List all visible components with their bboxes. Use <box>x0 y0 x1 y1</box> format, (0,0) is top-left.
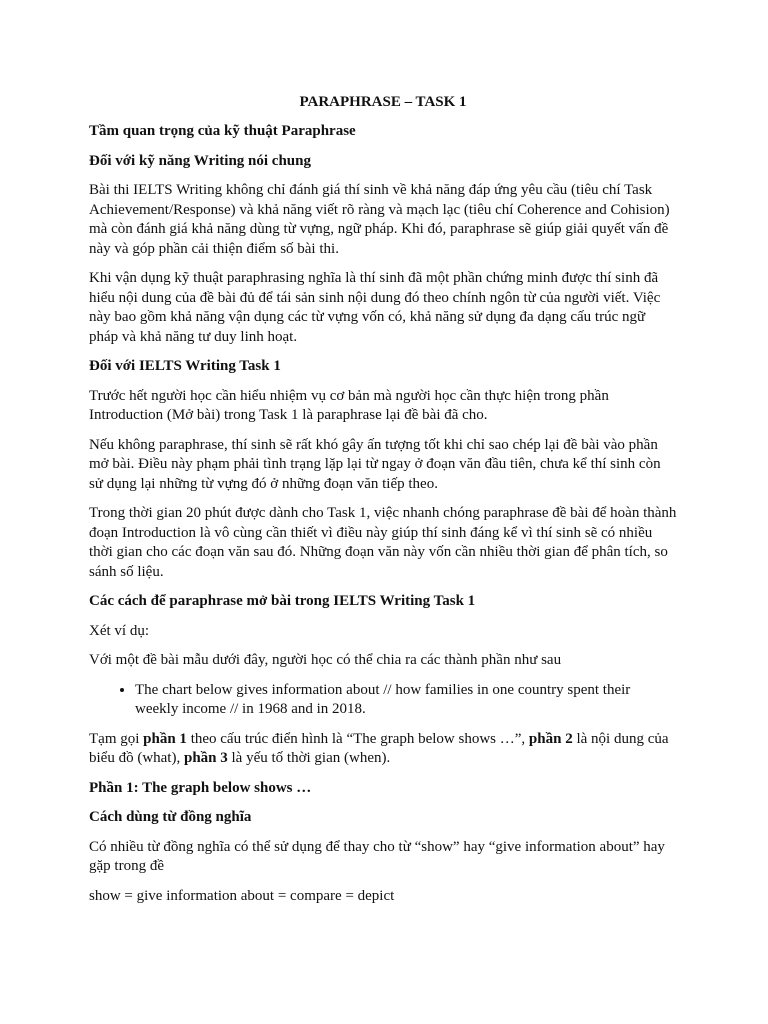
paragraph-paraphrasing-skill: Khi vận dụng kỹ thuật paraphrasing nghĩa là thí sinh đã một phần chứng minh được thí sinh đã hiểu nội dung của đề bài đủ để tái sản sinh nội dung đó theo chính ngôn từ của người viết. Việc này bao gồm khả năng vận dụng các từ vựng vốn có, khả năng sử dụng đa dạng cấu trúc ngữ pháp và khả năng tư duy linh hoạt. <box>89 270 661 345</box>
paragraph-time: Trong thời gian 20 phút được dành cho Task 1, việc nhanh chóng paraphrase đề bài để hoàn thành đoạn Introduction là vô cùng cần thiết vì điều này giúp thí sinh đáng kể vì thí sinh sẽ có nhiều thời gian cho các đoạn văn sau đó. Những đoạn văn này vốn cần nhiều thời gian để phân tích, so sánh số liệu. <box>89 505 677 580</box>
parts-text-4: là yếu tố thời gian (when). <box>227 750 391 766</box>
parts-text-1: Tạm gọi <box>89 730 144 747</box>
paragraph-task1-intro: Trước hết người học cần hiểu nhiệm vụ cơ bản mà người học cần thực hiện trong phần Introduction (Mở bài) trong Task 1 là paraphrase lại đề bài đã cho. <box>89 387 609 423</box>
heading-task1: Đối với IELTS Writing Task 1 <box>89 358 281 374</box>
document-title: PARAPHRASE – TASK 1 <box>299 94 467 110</box>
paragraph-equation: show = give information about = compare = depict <box>89 887 395 904</box>
list-item: • The chart below gives information about // how families in one country spent their weekly income // in 1968 and in 2018. <box>135 681 677 720</box>
paragraph-synonyms: Có nhiều từ đồng nghĩa có thể sử dụng để thay cho từ “show” hay “give information about” hay gặp trong đề <box>89 838 665 874</box>
parts-label-3: phần 3 <box>183 750 228 766</box>
heading-synonyms: Cách dùng từ đồng nghĩa <box>89 809 252 825</box>
heading-part1: Phần 1: The graph below shows … <box>89 779 312 796</box>
document-page <box>89 93 677 916</box>
parts-text-2: theo cấu trúc điển hình là “The graph below shows …”, <box>186 730 529 747</box>
paragraph-sample: Với một đề bài mẫu dưới đây, người học có thể chia ra các thành phần như sau <box>89 652 562 668</box>
paragraph-parts <box>89 730 677 769</box>
heading-methods: Các cách để paraphrase mở bài trong IELTS Writing Task 1 <box>89 593 476 609</box>
paragraph-no-paraphrase: Nếu không paraphrase, thí sinh sẽ rất khó gây ấn tượng tốt khi chỉ sao chép lại đề bài vào phần mở bài. Điều này phạm phải tình trạng lặp lại từ ngay ở đoạn văn đầu tiên, chưa kể thí sinh còn sử dụng lại những từ vựng đó ở những đoạn văn tiếp theo. <box>89 436 661 492</box>
parts-text-3: là nội dung của biểu đồ (what), <box>89 730 669 766</box>
bullet-list <box>89 681 677 720</box>
parts-label-2: phần 2 <box>528 730 573 747</box>
heading-importance: Tầm quan trọng của kỹ thuật Paraphrase <box>89 123 356 139</box>
parts-label-1: phần 1 <box>143 730 187 747</box>
heading-writing-general: Đối với kỹ năng Writing nói chung <box>89 152 311 169</box>
paragraph-example: Xét ví dụ: <box>89 622 149 639</box>
paragraph-writing-criteria: Bài thi IELTS Writing không chỉ đánh giá thí sinh về khả năng đáp ứng yêu cầu (tiêu chí Task Achievement/Response) và khả năng viết rõ ràng và mạch lạc (tiêu chí Coherence and Cohision) mà còn đánh giá khả năng dùng từ vựng, ngữ pháp. Khi đó, paraphrase sẽ giúp giải quyết vấn đề này và góp phần cải thiện điểm số bài thi. <box>89 182 670 257</box>
